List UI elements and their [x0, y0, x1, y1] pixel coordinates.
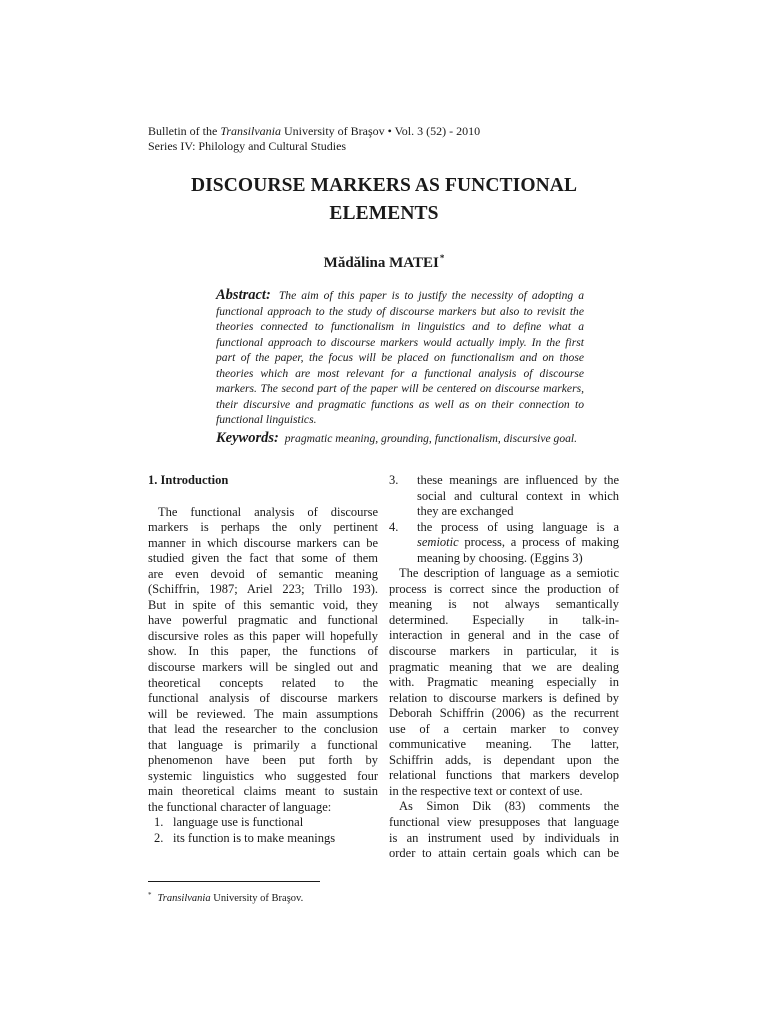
keywords-label: Keywords:	[216, 430, 279, 446]
list-item: 2. its function is to make meanings	[154, 831, 336, 846]
footnote-divider	[148, 881, 320, 882]
section-heading: 1. Introduction	[148, 473, 229, 487]
text-line: markers is perhaps the only pertinent	[148, 520, 378, 535]
keywords-text: pragmatic meaning, grounding, functionalism, discursive goal.	[284, 432, 578, 445]
text-line: systemic linguistics who suggested four	[148, 768, 378, 783]
text-line: have powerful pragmatic and functional	[148, 613, 378, 628]
right-column	[389, 473, 619, 862]
list-item: 3. these meanings are influenced by the social and cultural context in which they are exchanged	[389, 473, 619, 519]
text-line: they are exchanged	[417, 504, 514, 519]
text-line: that lead the researcher to the conclusion	[148, 722, 378, 737]
text-line: The functional analysis of discourse	[158, 504, 378, 519]
text-line: process is correct since the production of	[389, 581, 619, 596]
introduction-paragraph	[148, 505, 378, 816]
text-line: The description of language as a semiotic	[399, 566, 619, 581]
text-line: social and cultural context in which	[417, 488, 619, 503]
text-line: theoretical concepts related to the	[148, 675, 378, 690]
text-line: order to attain certain goals which can be	[389, 846, 619, 861]
text-line: manner in which discourse markers can be	[148, 535, 378, 550]
text-line: Deborah Schiffrin (2006) as the recurrent	[389, 706, 619, 721]
author-name: Mădălina MATEI*	[323, 253, 445, 271]
journal-header	[148, 124, 480, 154]
text-line: discourse markers in particular, it is	[389, 644, 619, 659]
list-item: 4. the process of using language is a semiotic process, a process of making meaning by choosing. (Eggins 3)	[389, 519, 619, 565]
footnote: * Transilvania University of Braşov.	[148, 891, 304, 904]
text-line: As Simon Dik (83) comments the	[399, 799, 619, 814]
text-line: pragmatic meaning that we are dealing	[389, 659, 619, 674]
text-line: the functional character of language:	[148, 799, 332, 814]
text-line: interaction in general and in the case of	[389, 628, 619, 643]
text-line: studied given the fact that some of them	[148, 551, 378, 566]
text-line: (Schiffrin, 1987; Ariel 223; Trillo 193).	[148, 582, 378, 597]
numbered-list	[148, 815, 378, 846]
text-line: use of a certain marker to convey	[389, 721, 619, 736]
text-line: is an instrument used by individuals in	[389, 830, 619, 845]
list-item: 1. language use is functional	[154, 815, 304, 830]
text-line: in the respective text or context of use.	[389, 783, 583, 798]
journal-line-2: Series IV: Philology and Cultural Studies	[148, 139, 347, 153]
journal-line-1: Bulletin of the Transilvania University of Braşov • Vol. 3 (52) - 2010	[148, 124, 481, 138]
text-line: these meanings are influenced by the	[417, 473, 619, 487]
paper-title: DISCOURSE MARKERS AS FUNCTIONAL ELEMENTS	[190, 175, 578, 224]
author-footnote-marker[interactable]: *	[439, 253, 445, 263]
text-line: relation to discourse markers is defined by	[389, 690, 619, 705]
abstract	[216, 288, 584, 428]
text-line: are even devoid of semantic meaning	[148, 566, 378, 581]
left-column	[148, 473, 378, 847]
journal-name: Transilvania	[220, 124, 282, 138]
text-line: determined. Especially in talk-in-	[389, 612, 619, 627]
text-line: discursive roles as this paper will hopefully	[148, 628, 378, 643]
text-line: functional view presupposes that language	[389, 815, 619, 830]
text-line: show. In this paper, the functions of	[148, 644, 378, 659]
text-line: But in spite of this semantic void, they	[148, 597, 378, 612]
abstract-label: Abstract:	[216, 287, 271, 303]
text-line: phenomenon have been put forth by	[148, 753, 378, 768]
text-line: will be reviewed. The main assumptions	[148, 706, 378, 721]
paragraph	[389, 566, 619, 799]
paragraph	[389, 799, 619, 861]
text-line: with. Pragmatic meaning especially in	[389, 675, 619, 690]
abstract-text: The aim of this paper is to justify the necessity of adopting a functional approach to the study of discourse markers but also to revisit the theories connected to functionalism in linguistics and to define what a functional approach to discourse markers would actually imply. In the first part of the paper, the focus will be placed on functionalism and on those theories which are most relevant for a functional analysis of discourse markers. The second part of the paper will be centered on discourse markers, their discursive and pragmatic functions as well as on their connection to functional linguistics.	[216, 289, 584, 427]
text-line: that language is primarily a functional	[148, 737, 378, 752]
keywords	[216, 428, 596, 449]
text-line: discourse markers will be singled out and	[148, 660, 378, 675]
text-line: Schiffrin adds, is dependant upon the	[389, 752, 619, 767]
text-line: communicative meaning. The latter,	[389, 737, 619, 752]
text-line: main theoretical claims meant to sustain	[148, 784, 378, 799]
text-line: meaning is not always semantically	[389, 597, 619, 612]
text-line: relational functions that markers develop	[389, 768, 619, 783]
text-line: functional analysis of discourse markers	[148, 691, 378, 706]
